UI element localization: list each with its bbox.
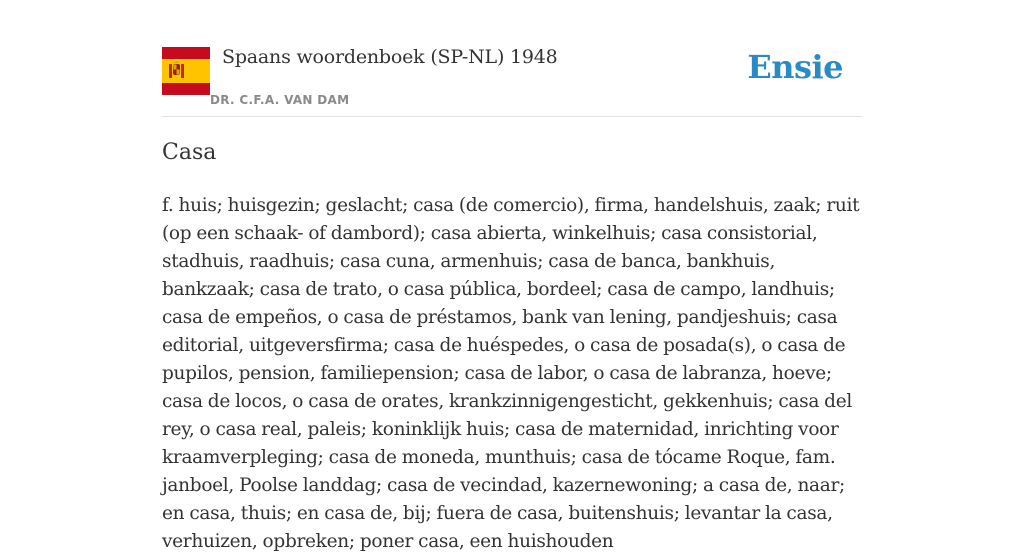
- book-title[interactable]: Spaans woordenboek (SP-NL) 1948: [222, 46, 558, 68]
- book-header: [162, 0, 862, 117]
- spain-flag-icon: [162, 47, 210, 95]
- book-author[interactable]: DR. C.F.A. VAN DAM: [210, 93, 350, 107]
- entry-definition: f. huis; huisgezin; geslacht; casa (de comercio), firma, handelshuis, zaak; ruit (op een schaak- of dambord); casa abierta, winkelhuis; casa consistorial, stadhuis, raadhuis; casa cuna, armenhuis; casa de banca, bankhuis, bankzaak; casa de trato, o casa pública, bordeel; casa de campo, landhuis; casa de empeños, o casa de préstamos, bank van lening, pandjeshuis; casa editorial, uitgeversfirma; casa de huéspedes, o casa de posada(s), o casa de pupilos, pension, familiepension; casa de labor, o casa de labranza, hoeve; casa de locos, o casa de orates, krankzinnigengesticht, gekkenhuis; casa del rey, o casa real, paleis; koninklijk huis; casa de maternidad, inrichting voor kraamverpleging; casa de moneda, munthuis; casa de tócame Roque, fam. janboel, Poolse landdag; casa de vecindad, kazernewoning; a casa de, naar; en casa, thuis; en casa de, bij; fuera de casa, buitenshuis; levantar la casa, verhuizen, opbreken; poner casa, een huishouden: [162, 195, 860, 552]
- ensie-logo[interactable]: Ensie: [747, 48, 843, 86]
- entry-headword: Casa: [162, 140, 217, 165]
